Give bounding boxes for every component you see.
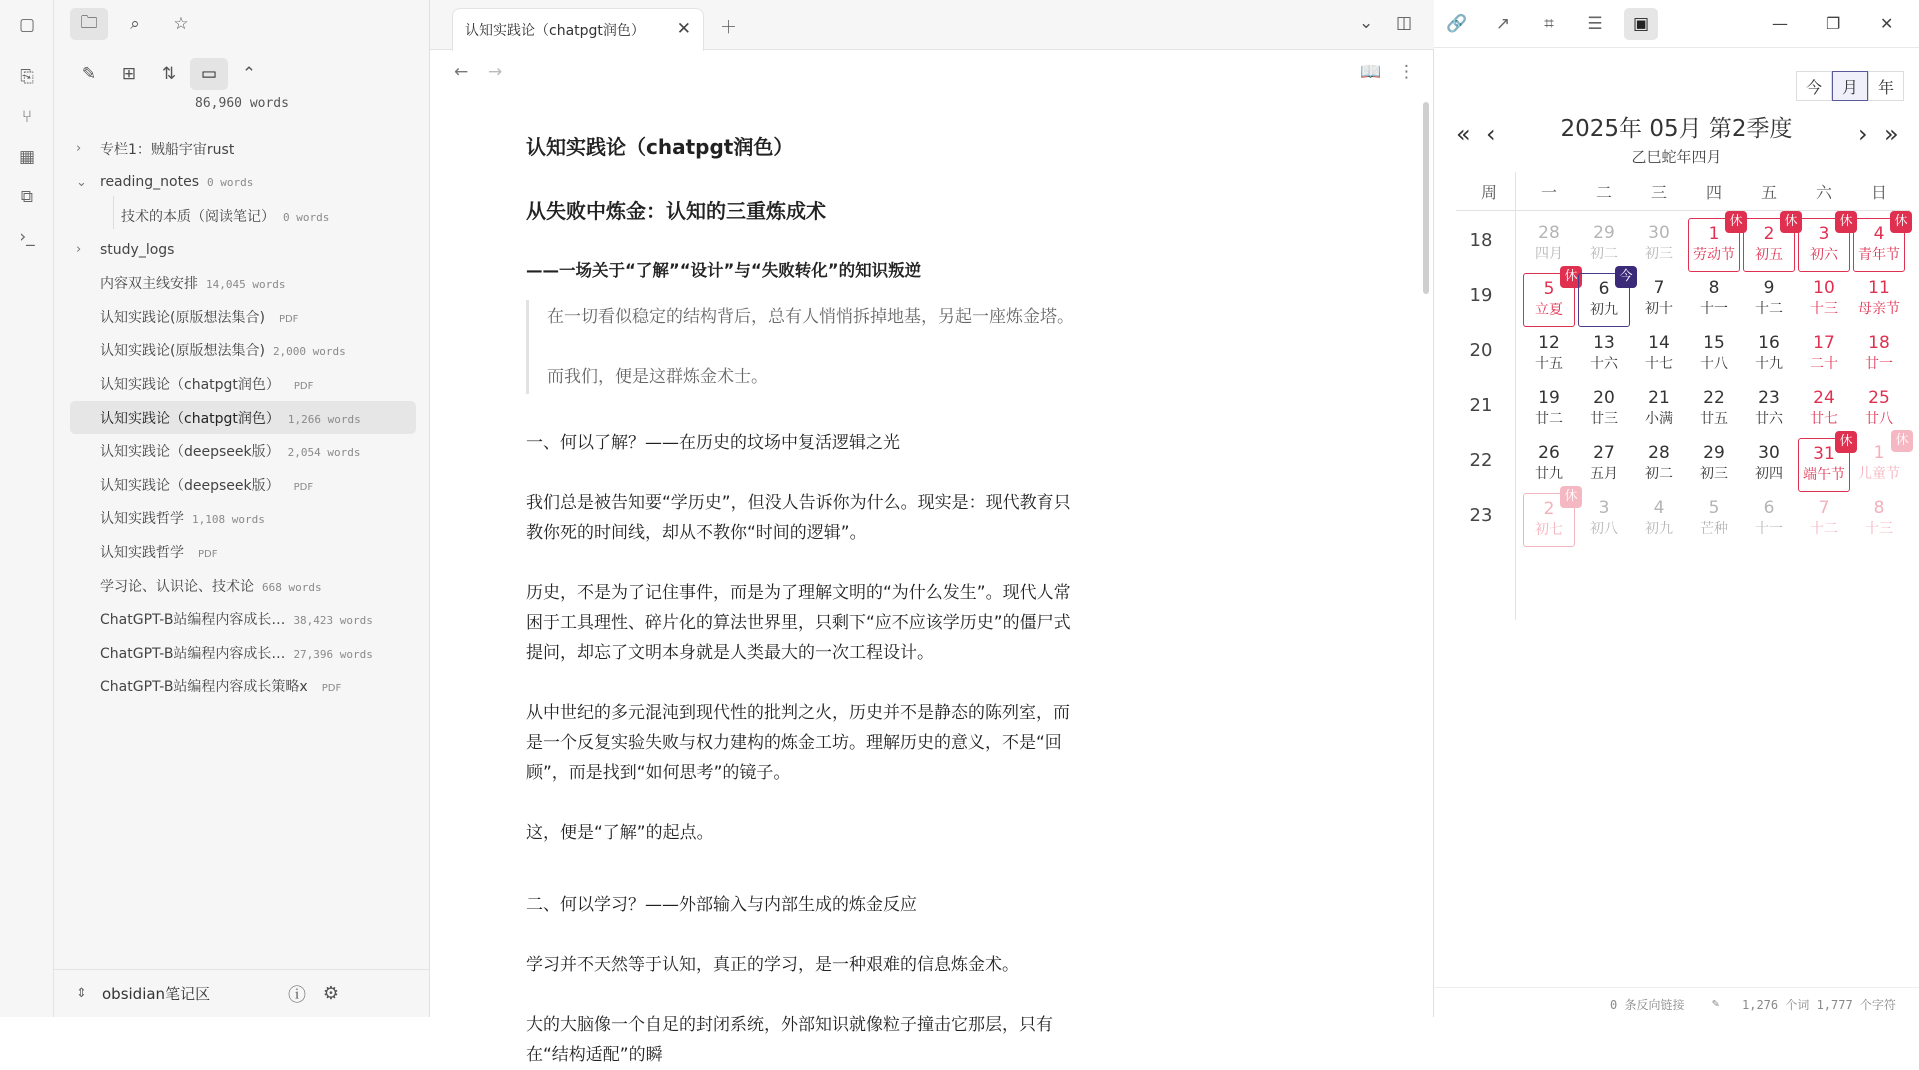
day-number: 31 [1813,444,1835,464]
file-tree [54,132,430,703]
open-quick-switcher-icon[interactable]: ⎘ [20,67,34,87]
item-name: ChatGPT-B站编程内容成长策略x [100,679,308,696]
lunar-label: 廿五 [1700,411,1728,427]
lunar-label: 初九 [1645,521,1673,537]
item-label [100,676,341,696]
file-item[interactable] [54,636,430,670]
calendar-day[interactable] [1688,383,1740,437]
day-number: 21 [1648,388,1670,408]
calendar-view-button[interactable]: 今 [1796,71,1832,101]
item-word-count: 668 words [262,580,322,594]
settings-gear-icon[interactable]: ⚙ [322,983,340,1004]
holiday-badge: 休 [1835,211,1857,233]
bookmarks-tab-icon[interactable]: ☆ [173,14,189,34]
week-number: 19 [1469,285,1493,306]
editor-pane [430,0,1434,1065]
item-label [100,508,265,528]
day-number: 17 [1813,333,1835,353]
day-number: 22 [1703,388,1725,408]
vault-switcher [54,969,430,1017]
day-number: 4 [1653,498,1665,518]
holiday-badge: 休 [1725,211,1747,233]
calendar-day[interactable] [1523,489,1578,547]
day-number: 11 [1868,278,1890,298]
file-item[interactable] [54,199,430,233]
calendar-day[interactable] [1633,273,1685,327]
paragraph: 学习并不天然等于认知，真正的学习，是一种艰难的信息炼金术。 [526,955,1019,975]
day-number: 27 [1593,443,1615,463]
holiday-badge: 休 [1891,430,1913,452]
lunar-label: 十五 [1535,356,1563,372]
item-label [100,441,361,461]
item-name: 认知实践论（deepseek版） [100,477,280,494]
heading-1: 从失败中炼金：认知的三重炼成术 [526,199,826,223]
lunar-label: 十九 [1755,356,1783,372]
lunar-label: 十一 [1755,521,1783,537]
file-item[interactable] [54,334,430,368]
lunar-label: 十七 [1645,356,1673,372]
item-label [100,542,217,562]
item-name: study_logs [100,241,175,258]
view-header [430,50,1434,96]
tab-current-note[interactable] [452,8,704,51]
calendar-day[interactable] [1633,328,1685,382]
lunar-label: 儿童节 [1858,466,1900,482]
day-number: 23 [1758,388,1780,408]
day-number: 2 [1763,224,1775,244]
item-label [100,408,361,428]
lunar-label: 十六 [1590,356,1618,372]
calendar-day[interactable] [1688,493,1740,547]
holiday-badge: 休 [1835,431,1857,453]
calendar-day[interactable] [1853,493,1905,547]
vault-chevron-icon[interactable]: ⇕ [76,986,87,1001]
weekday-header: 二 [1595,183,1612,202]
calendar-day[interactable] [1743,438,1795,492]
status-bar [1434,987,1919,1017]
sort-icon[interactable]: ⇅ [161,64,177,84]
calendar-day[interactable] [1743,383,1795,437]
lunar-label: 初二 [1590,246,1618,262]
day-number: 8 [1873,498,1885,518]
calendar-day[interactable] [1798,434,1853,492]
item-label [100,307,298,327]
folder-item[interactable] [54,132,430,166]
weekday-header: 日 [1870,183,1887,202]
day-number: 14 [1648,333,1670,353]
lunar-label: 廿八 [1865,411,1893,427]
lunar-label: 廿三 [1590,411,1618,427]
item-label [100,242,174,258]
lunar-label: 廿二 [1535,411,1563,427]
lunar-label: 初十 [1645,301,1673,317]
weekday-header: 周 [1480,183,1497,202]
calendar-day[interactable] [1688,273,1740,327]
day-number: 13 [1593,333,1615,353]
search-tab-icon[interactable]: ⌕ [130,14,140,34]
lunar-label: 初七 [1535,522,1563,538]
file-item[interactable] [54,535,430,569]
day-number: 16 [1758,333,1780,353]
paragraph: 我们总是被告知要“学历史”，但没人告诉你为什么。现实是：现代教育只教你死的时间线，却从不教你“时间的逻辑”。 [526,493,1071,543]
section-heading: 一、何以了解？——在历史的坟场中复活逻辑之光 [526,433,900,453]
item-name: 内容双主线安排 [100,276,198,293]
item-name: 认知实践论（chatpgt润色） [100,410,280,427]
calendar-title: 2025年 05月 第2季度 [1560,116,1793,142]
item-name: ChatGPT-B站编程内容成长… [100,645,286,662]
chevron-right-icon[interactable]: › [76,242,82,258]
item-word-count: 0 words [283,210,330,224]
lunar-label: 小满 [1645,411,1673,427]
lunar-label: 初三 [1645,246,1673,262]
lunar-label: 初二 [1645,466,1673,482]
note-content[interactable] [526,132,1086,1070]
lunar-subtitle: 乙巳蛇年四月 [1631,148,1722,166]
week-number: 20 [1469,340,1493,361]
calendar-day[interactable] [1578,218,1630,272]
prev-month-icon[interactable]: ‹ [1486,120,1496,148]
weekday-header: 四 [1705,183,1722,202]
calendar-day[interactable] [1523,328,1575,382]
week-number: 18 [1469,230,1493,251]
edit-icon[interactable]: ✎ [1712,996,1720,1010]
paragraph: 从中世纪的多元混沌到现代性的批判之火，历史并不是静态的陈列室，而是一个反复实验失败与权力建构的炼金工坊。理解历史的意义，不是“回顾”，而是找到“如何思考”的镜子。 [526,703,1070,783]
calendar-day[interactable] [1688,214,1743,272]
file-item[interactable] [54,502,430,536]
calendar-day[interactable] [1523,383,1575,437]
day-number: 12 [1538,333,1560,353]
file-item[interactable] [54,602,430,636]
lunar-label: 立夏 [1535,302,1563,318]
backlinks-icon[interactable]: 🔗 [1446,14,1468,34]
calendar-day[interactable] [1798,328,1850,382]
tab-title: 认知实践论（chatpgt润色） [465,23,645,39]
day-number: 19 [1538,388,1560,408]
day-number: 8 [1708,278,1720,298]
calendar-day[interactable] [1633,383,1685,437]
section-heading: 二、何以学习？——外部输入与内部生成的炼金反应 [526,895,917,915]
item-word-count: 38,423 words [293,614,373,628]
tags-icon[interactable]: ⌗ [1544,14,1554,34]
holiday-badge: 休 [1560,266,1582,288]
calendar-day[interactable] [1743,214,1798,272]
day-number: 1 [1873,443,1885,463]
calendar-day[interactable] [1633,218,1685,272]
item-name: reading_notes [100,174,200,191]
paragraph: 这，便是“了解”的起点。 [526,823,714,843]
files-tab-icon[interactable]: 🗀 [70,8,108,40]
day-number: 3 [1818,224,1830,244]
minimize-icon[interactable]: — [1772,14,1788,33]
item-word-count: 1,266 words [287,412,361,426]
item-name: 专栏1：贼船宇宙rust [100,141,235,158]
day-number: 18 [1868,333,1890,353]
calendar-day[interactable] [1743,493,1795,547]
day-number: 15 [1703,333,1725,353]
quote-line: 在一切看似稳定的结构背后，总有人悄悄拆掉地基，另起一座炼金塔。 [547,307,1074,327]
day-number: 20 [1593,388,1615,408]
day-number: 6 [1763,498,1775,518]
auto-reveal-icon[interactable]: ▭ [190,58,228,90]
note-title: 认知实践论（chatpgt润色） [526,135,794,159]
calendar-day[interactable] [1578,438,1630,492]
lunar-label: 母亲节 [1858,301,1900,317]
maximize-icon[interactable]: ❐ [1826,14,1841,33]
right-sidebar-topbar [1434,0,1919,48]
day-number: 7 [1653,278,1665,298]
graph-view-icon[interactable]: ⑂ [21,107,33,127]
lunar-label: 四月 [1535,246,1563,262]
day-number: 28 [1648,443,1670,463]
file-type-badge: PDF [278,313,299,325]
day-number: 30 [1758,443,1780,463]
weekday-header: 三 [1650,183,1667,202]
file-item[interactable] [54,300,430,334]
next-year-icon[interactable]: » [1884,120,1899,148]
lunar-label: 初三 [1700,466,1728,482]
lunar-label: 端午节 [1803,467,1845,483]
item-label [100,609,373,629]
lunar-label: 十三 [1865,521,1893,537]
holiday-badge: 休 [1560,486,1582,508]
file-type-badge: PDF [198,548,218,560]
chevron-down-icon[interactable]: ⌄ [76,174,87,190]
item-label [100,475,313,495]
file-item[interactable] [54,569,430,603]
weekday-header: 五 [1760,183,1777,202]
weekday-header: 一 [1540,183,1557,202]
calendar-day[interactable] [1853,433,1909,492]
terminal-icon[interactable]: ›_ [19,227,35,247]
calendar-view-button[interactable]: 年 [1868,71,1904,101]
calendar-view-switch [1796,71,1904,101]
day-number: 30 [1648,223,1670,243]
lunar-label: 五月 [1590,466,1618,482]
next-month-icon[interactable]: › [1858,120,1868,148]
item-label [121,206,329,226]
calendar-day[interactable] [1853,383,1905,437]
week-number: 21 [1469,395,1493,416]
calendar-day[interactable] [1798,273,1850,327]
day-number: 29 [1703,443,1725,463]
calendar-day[interactable] [1798,383,1850,437]
calendar-day[interactable] [1633,438,1685,492]
new-tab-icon[interactable]: ＋ [720,18,737,38]
item-name: 学习论、认识论、技术论 [100,578,254,595]
lunar-label: 初六 [1810,247,1838,263]
vault-name[interactable]: obsidian笔记区 [102,985,211,1003]
calendar-day[interactable] [1798,493,1850,547]
explorer-actions [70,58,270,90]
calendar-day[interactable] [1523,218,1575,272]
vault-word-count: 86,960 words [195,96,289,111]
file-item[interactable] [54,266,430,300]
file-item[interactable] [54,670,430,704]
week-number: 22 [1469,450,1493,471]
file-item[interactable] [54,367,430,401]
calendar-view-button[interactable]: 月 [1832,71,1868,101]
calendar-day[interactable] [1743,328,1795,382]
calendar-day[interactable] [1798,214,1853,272]
calendar-icon[interactable]: ▣ [1624,8,1658,40]
more-options-icon[interactable]: ⋮ [1398,62,1415,82]
back-arrow-icon[interactable]: ← [454,62,469,82]
calendar-header [1434,108,1919,174]
file-item[interactable] [70,401,416,435]
item-name: 技术的本质（阅读笔记） [121,208,275,225]
blockquote [526,300,1086,394]
today-badge: 今 [1615,266,1637,288]
toggle-right-sidebar-icon[interactable]: ◫ [1396,13,1413,33]
item-label [100,374,313,394]
day-number: 7 [1818,498,1830,518]
outline-icon[interactable]: ☰ [1587,14,1603,34]
week-number: 23 [1469,505,1493,526]
calendar-day[interactable] [1523,438,1575,492]
day-number: 28 [1538,223,1560,243]
item-label [100,576,322,596]
lunar-label: 初八 [1590,521,1618,537]
paragraph: 大的大脑像一个自足的封闭系统，外部知识就像粒子撞击它那层，只有在“结构适配”的瞬 [526,1015,1053,1065]
file-explorer [54,0,430,1017]
weekday-header: 六 [1815,183,1832,202]
folder-item[interactable] [54,166,430,200]
tab-list-chevron-down-icon[interactable]: ⌄ [1359,13,1374,33]
lunar-label: 十八 [1700,356,1728,372]
backlinks-count[interactable]: 0 条反向链接 [1610,998,1685,1012]
calendar-day[interactable] [1633,493,1685,547]
calendar-day[interactable] [1853,273,1905,327]
day-number: 5 [1708,498,1720,518]
lunar-label: 二十 [1810,356,1838,372]
right-sidebar [1434,0,1919,1017]
file-item[interactable] [54,434,430,468]
day-number: 5 [1543,279,1555,299]
calendar-day[interactable] [1688,438,1740,492]
item-name: 认知实践论(原版想法集合) [100,343,265,360]
prev-year-icon[interactable]: « [1456,120,1471,148]
explorer-topbar [70,0,208,48]
new-folder-icon[interactable]: ⊞ [121,64,137,84]
item-word-count: 2,054 words [287,446,361,460]
lunar-label: 十三 [1810,301,1838,317]
lunar-label: 廿六 [1755,411,1783,427]
lunar-label: 十二 [1755,301,1783,317]
reading-view-icon[interactable]: 📖 [1360,62,1382,82]
day-number: 9 [1763,278,1775,298]
canvas-icon[interactable]: ▦ [18,147,36,167]
close-window-icon[interactable]: ✕ [1880,14,1894,33]
lunar-label: 十一 [1700,301,1728,317]
calendar-day[interactable] [1523,269,1578,327]
day-number: 6 [1598,279,1610,299]
day-number: 29 [1593,223,1615,243]
help-icon[interactable]: ⓘ [288,984,306,1006]
forward-arrow-icon[interactable]: → [488,62,503,82]
calendar-day[interactable] [1743,273,1795,327]
day-number: 2 [1543,499,1555,519]
file-type-badge: PDF [293,380,314,392]
item-label [100,174,253,190]
new-note-icon[interactable]: ✎ [81,64,97,84]
word-char-count: 1,276 个词 1,777 个字符 [1742,998,1896,1012]
close-tab-icon[interactable]: ✕ [676,19,691,39]
paragraph: 历史，不是为了记住事件，而是为了理解文明的“为什么发生”。现代人常困于工具理性、碎片化的算法世界里，只剩下“应不应该学历史”的僵尸式提问，却忘了文明本身就是人类最大的一次工程设计。 [526,583,1071,663]
file-type-badge: PDF [321,683,342,695]
item-name: 认知实践哲学 [100,511,184,528]
outgoing-links-icon[interactable]: ↗ [1495,14,1511,34]
day-number: 26 [1538,443,1560,463]
file-item[interactable] [54,468,430,502]
holiday-badge: 休 [1890,211,1912,233]
calendar-day[interactable] [1853,214,1908,272]
editor-scrollbar[interactable] [1423,102,1429,294]
quote-line: 而我们，便是这群炼金术士。 [547,367,768,387]
item-label [100,139,234,159]
item-name: 认知实践论（deepseek版） [100,444,280,461]
lunar-label: 芒种 [1700,521,1728,537]
day-number: 1 [1708,224,1720,244]
lunar-label: 十二 [1810,521,1838,537]
calendar-day[interactable] [1853,328,1905,382]
tab-bar [430,0,1434,50]
lunar-label: 廿七 [1810,411,1838,427]
lunar-label: 劳动节 [1693,247,1735,263]
day-number: 4 [1873,224,1885,244]
lunar-label: 初五 [1755,247,1783,263]
day-number: 3 [1598,498,1610,518]
holiday-badge: 休 [1780,211,1802,233]
day-number: 10 [1813,278,1835,298]
calendar-day[interactable] [1688,328,1740,382]
item-word-count: 2,000 words [272,345,346,359]
item-name: 认知实践哲学 [100,544,184,561]
item-word-count: 0 words [207,176,254,190]
file-type-badge: PDF [293,481,314,493]
day-number: 24 [1813,388,1835,408]
day-number: 25 [1868,388,1890,408]
calendar-day[interactable] [1578,383,1630,437]
folder-item[interactable] [54,233,430,267]
item-label [100,340,346,360]
sidebar-toggle-icon[interactable]: ▢ [18,15,36,35]
item-label [100,273,285,293]
heading-2: ——一场关于“了解”“设计”与“失败转化”的知识叛逆 [526,261,922,280]
lunar-label: 初四 [1755,466,1783,482]
lunar-label: 廿九 [1535,466,1563,482]
ribbon [0,0,54,1017]
chevron-right-icon[interactable]: › [76,141,82,157]
lunar-label: 廿一 [1865,356,1893,372]
item-name: 认知实践论(原版想法集合) [100,309,265,326]
lunar-label: 初九 [1590,302,1618,318]
collapse-all-icon[interactable]: ⌃ [241,64,257,84]
item-word-count: 1,108 words [192,513,265,527]
calendar-day[interactable] [1578,493,1630,547]
item-label [100,643,373,663]
item-name: 认知实践论（chatpgt润色） [100,376,280,393]
lunar-label: 青年节 [1858,247,1900,263]
item-name: ChatGPT-B站编程内容成长… [100,612,286,629]
calendar-day[interactable] [1578,328,1630,382]
item-word-count: 14,045 words [206,278,286,292]
templates-icon[interactable]: ⧉ [20,187,34,207]
item-word-count: 27,396 words [293,647,373,661]
calendar-day-today[interactable] [1578,269,1633,327]
